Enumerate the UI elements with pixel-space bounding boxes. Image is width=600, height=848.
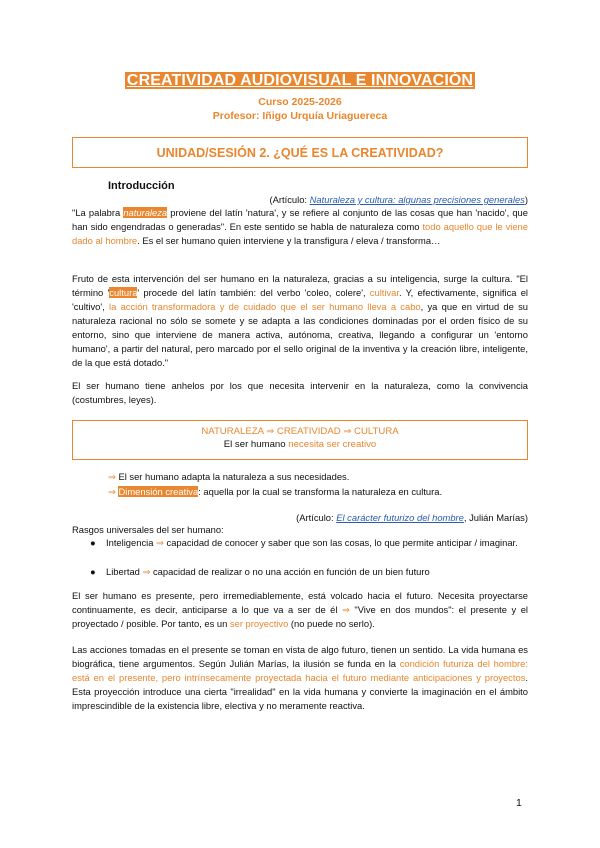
paragraph-anhelos: El ser humano tiene anhelos por los que necesita intervenir en la naturaleza, como la convivencia (costumbres, leyes). — [72, 380, 528, 405]
paragraph-cultura: Fruto de esta intervención del ser humano en la naturaleza, gracias a su inteligencia, surge la cultura. "El término 'cultura' procede del latín también: del verbo 'coleo, colere', cultivar. Y, efectivamente, significa el 'cultivo', la acción transformadora y de cuidado que el ser humano lleva a cabo, ya que en virtud de su naturaleza racional no sólo se somete y se adapta a las condiciones dominadas por el orden físico de su entorno, sino que interviene de manera activa, autónoma, creativa, llegando a configurar un 'entorno humano', a partir del natural, pero marcado por el sello original de la inventiva y la creación libre, inteligente, de la que está dotado." — [72, 273, 529, 368]
paragraph-futuriza: Las acciones tomadas en el presente se toman en vista de algo futuro, tienen un sentido. La vida humana es biográfica, tiene argumentos. Según Julián Marías, la ilusión se funda en la condición futuriza del hombre: está en el presente, pero intrínsecamente proyectada hacia el futuro mediante anticipaciones y proyectos. Esta proyección introduce una cierta "irrealidad" en la vida humana y convierte la imaginación en el ámbito imprescindible de la existencia libre, electiva y no meramente reactiva. — [72, 644, 528, 711]
concept-statement: El ser humano necesita ser creativo — [223, 439, 377, 450]
unit-title-box — [72, 137, 528, 168]
highlight-cultura: cultura — [109, 287, 138, 298]
trait-item-libertad: ● Libertad ⇒ capacidad de realizar o no una acción en función de un bien futuro — [90, 566, 430, 577]
paragraph-naturaleza: "La palabra naturaleza proviene del latín 'natura', y se refiere al conjunto de las cosas que han 'nacido', que han sido engendradas o generadas". En este sentido se habla de naturaleza como todo aquello que le viene dado al hombre. Es el ser humano quien interviene y la transfigura / eleva / transforma… — [72, 207, 528, 246]
highlight-dimension: Dimensión creativa — [118, 486, 199, 497]
arrow-item-adapta: ⇒ El ser humano adapta la naturaleza a sus necesidades. — [108, 471, 350, 482]
paragraph-proyectivo: El ser humano es presente, pero irremediablemente, está volcado hacia el futuro. Necesita proyectarse continuamente, es decir, anticiparse a lo que va a ser de él ⇒ "Vive en dos mundos": el presente y el proyectado / posible. Por tanto, es un ser proyectivo (no puede no serlo). — [72, 590, 528, 629]
arrow-icon: ⇒ — [108, 486, 116, 497]
concept-chain: NATURALEZA ⇒ CREATIVIDAD ⇒ CULTURA — [201, 426, 399, 437]
article-reference-1: (Artículo: Naturaleza y cultura: algunas precisiones generales) — [269, 194, 528, 205]
traits-heading: Rasgos universales del ser humano: — [72, 524, 224, 535]
article-link-naturaleza[interactable]: Naturaleza y cultura: algunas precisiones generales — [309, 194, 525, 205]
intro-heading: Introducción — [108, 180, 175, 192]
professor-line: Profesor: Iñigo Urquía Uriaguereca — [212, 110, 388, 122]
unit-title: UNIDAD/SESIÓN 2. ¿QUÉ ES LA CREATIVIDAD? — [156, 145, 444, 160]
bullet-icon: ● — [90, 566, 96, 577]
arrow-icon: ⇒ — [108, 471, 116, 482]
arrow-icon: ⇒ — [142, 566, 151, 577]
article-reference-2: (Artículo: El carácter futurizo del hombre, Julián Marías) — [296, 512, 528, 523]
trait-item-inteligencia: ● Inteligencia ⇒ capacidad de conocer y saber que son las cosas, lo que permite anticipar / imaginar. — [90, 537, 518, 548]
arrow-icon: ⇒ — [156, 537, 164, 548]
course-line: Curso 2025-2026 — [258, 96, 342, 108]
document-title: CREATIVIDAD AUDIOVISUAL E INNOVACIÓN — [126, 72, 474, 89]
article-link-futurizo[interactable]: El carácter futurizo del hombre — [336, 512, 464, 523]
page-number: 1 — [516, 797, 522, 809]
concept-box — [72, 420, 528, 460]
bullet-icon: ● — [90, 537, 96, 548]
arrow-item-dimension: ⇒ Dimensión creativa: aquella por la cual se transforma la naturaleza en cultura. — [108, 486, 443, 497]
highlight-naturaleza: naturaleza — [123, 207, 168, 218]
